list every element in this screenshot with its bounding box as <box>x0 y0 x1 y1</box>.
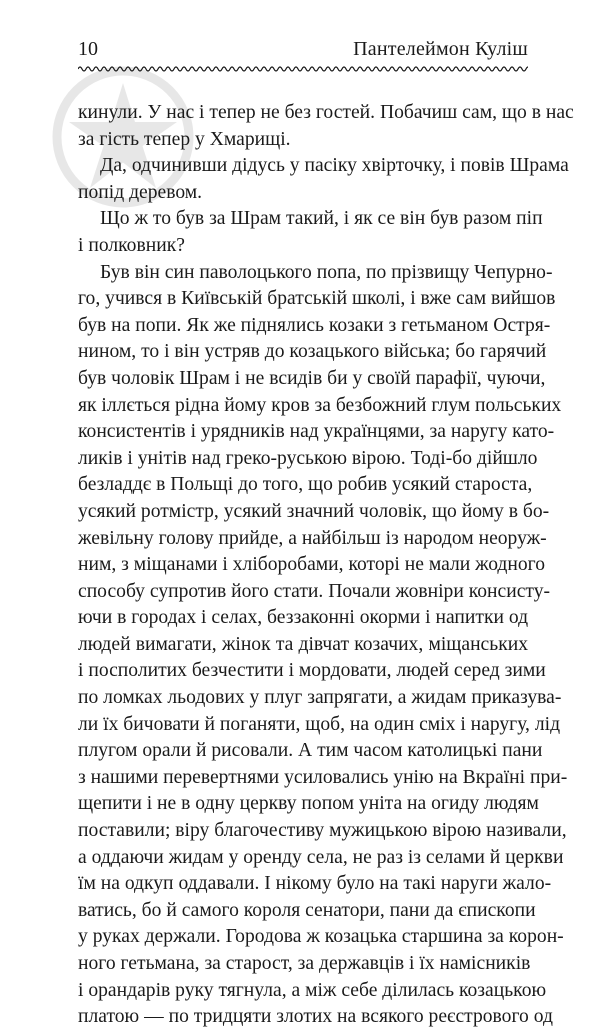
text-line: го, учився в Київській братській школі, і вже сам вийшов <box>78 288 556 310</box>
text-line: ючи в городах і селах, беззаконні окорми і напитки од <box>78 607 529 629</box>
body-text <box>78 100 574 1031</box>
page-number: 10 <box>78 38 98 60</box>
text-line: попід деревом. <box>78 181 203 203</box>
text-line: усякий ротмістр, усякий значний чоловік, що йому в бо- <box>78 500 550 522</box>
text-line: з нашими перевертнями усиловались унію на Вкраїні при- <box>78 766 568 788</box>
text-line: за гість тепер у Хмарищі. <box>78 128 291 150</box>
text-line: кинули. У нас і тепер не без гостей. Побачиш сам, що в нас <box>78 102 574 123</box>
text-line: як іллється рідна йому кров за безбожний глум польських <box>78 394 562 416</box>
text-line: був на попи. Як же піднялись козаки з гетьманом Остря- <box>78 314 551 336</box>
text-line: людей вимагати, жінок та дівчат козачих, міщанських <box>78 633 528 655</box>
text-line: Був він син паволоцького попа, по прізвищу Чепурно- <box>100 261 553 283</box>
text-line: жевільну голову прийде, а найбільш із народом неоруж- <box>78 527 547 549</box>
text-line: і посполитих безчестити і мордовати, людей серед зими <box>78 660 546 682</box>
text-line: консистентів і урядників над українцями, за наругу като- <box>78 421 555 443</box>
text-line: і полковник? <box>78 234 185 256</box>
text-line: ним, з міщанами і хліборобами, которі не мали жодного <box>78 554 546 576</box>
text-line: по ломках льодових у плуг запрягати, а жидам приказува- <box>78 687 562 709</box>
text-line: поставили; віру благочестиву мужицькою вірою називали, <box>78 820 567 842</box>
running-title: Пантелеймон Куліш <box>353 38 528 60</box>
text-line: їм на одкуп оддавали. І нікому було на такі наруги жало- <box>78 873 552 895</box>
text-line: способу супротив його стати. Почали жовніри консисту- <box>78 580 551 602</box>
text-line: ватись, бо й самого короля сенатори, пани да єпископи <box>78 899 536 921</box>
wavy-header-rule <box>78 64 528 74</box>
text-line: а оддаючи жидам у оренду села, не раз із селами й церкви <box>78 846 564 868</box>
text-line: ликів і унітів над греко-руською вірою. Тоді-бо дійшло <box>78 447 538 469</box>
text-line: Да, одчинивши дідусь у пасіку хвірточку, і повів Шрама <box>100 155 569 177</box>
text-line: у руках держали. Городова ж козацька старшина за корон- <box>78 926 564 948</box>
text-line: був чоловік Шрам і не всидів би у своїй парафії, чуючи, <box>78 367 546 389</box>
text-line: Що ж то був за Шрам такий, і як се він був разом піп <box>100 208 543 230</box>
text-line: ли їх бичовати й поганяти, щоб, на один сміх і наругу, лід <box>78 713 561 735</box>
text-line: ного гетьмана, за старост, за державців і їх намісників <box>78 953 531 974</box>
page-header <box>78 30 528 60</box>
text-line: щепити і не в одну церкву попом уніта на огиду людям <box>78 793 539 815</box>
text-line: плугом орали й рисовали. А тим часом католицькі пани <box>78 740 543 762</box>
text-line: і орандарів руку тягнула, а між себе ділилась козацькою <box>78 979 547 1001</box>
text-line: безладдє в Польщі до того, що робив усякий староста, <box>78 474 533 496</box>
text-line: платою — по тридцяти злотих на всякого реєстрового од <box>78 1006 553 1028</box>
text-line: нином, то і він устряв до козацького війська; бо гарячий <box>78 341 547 363</box>
